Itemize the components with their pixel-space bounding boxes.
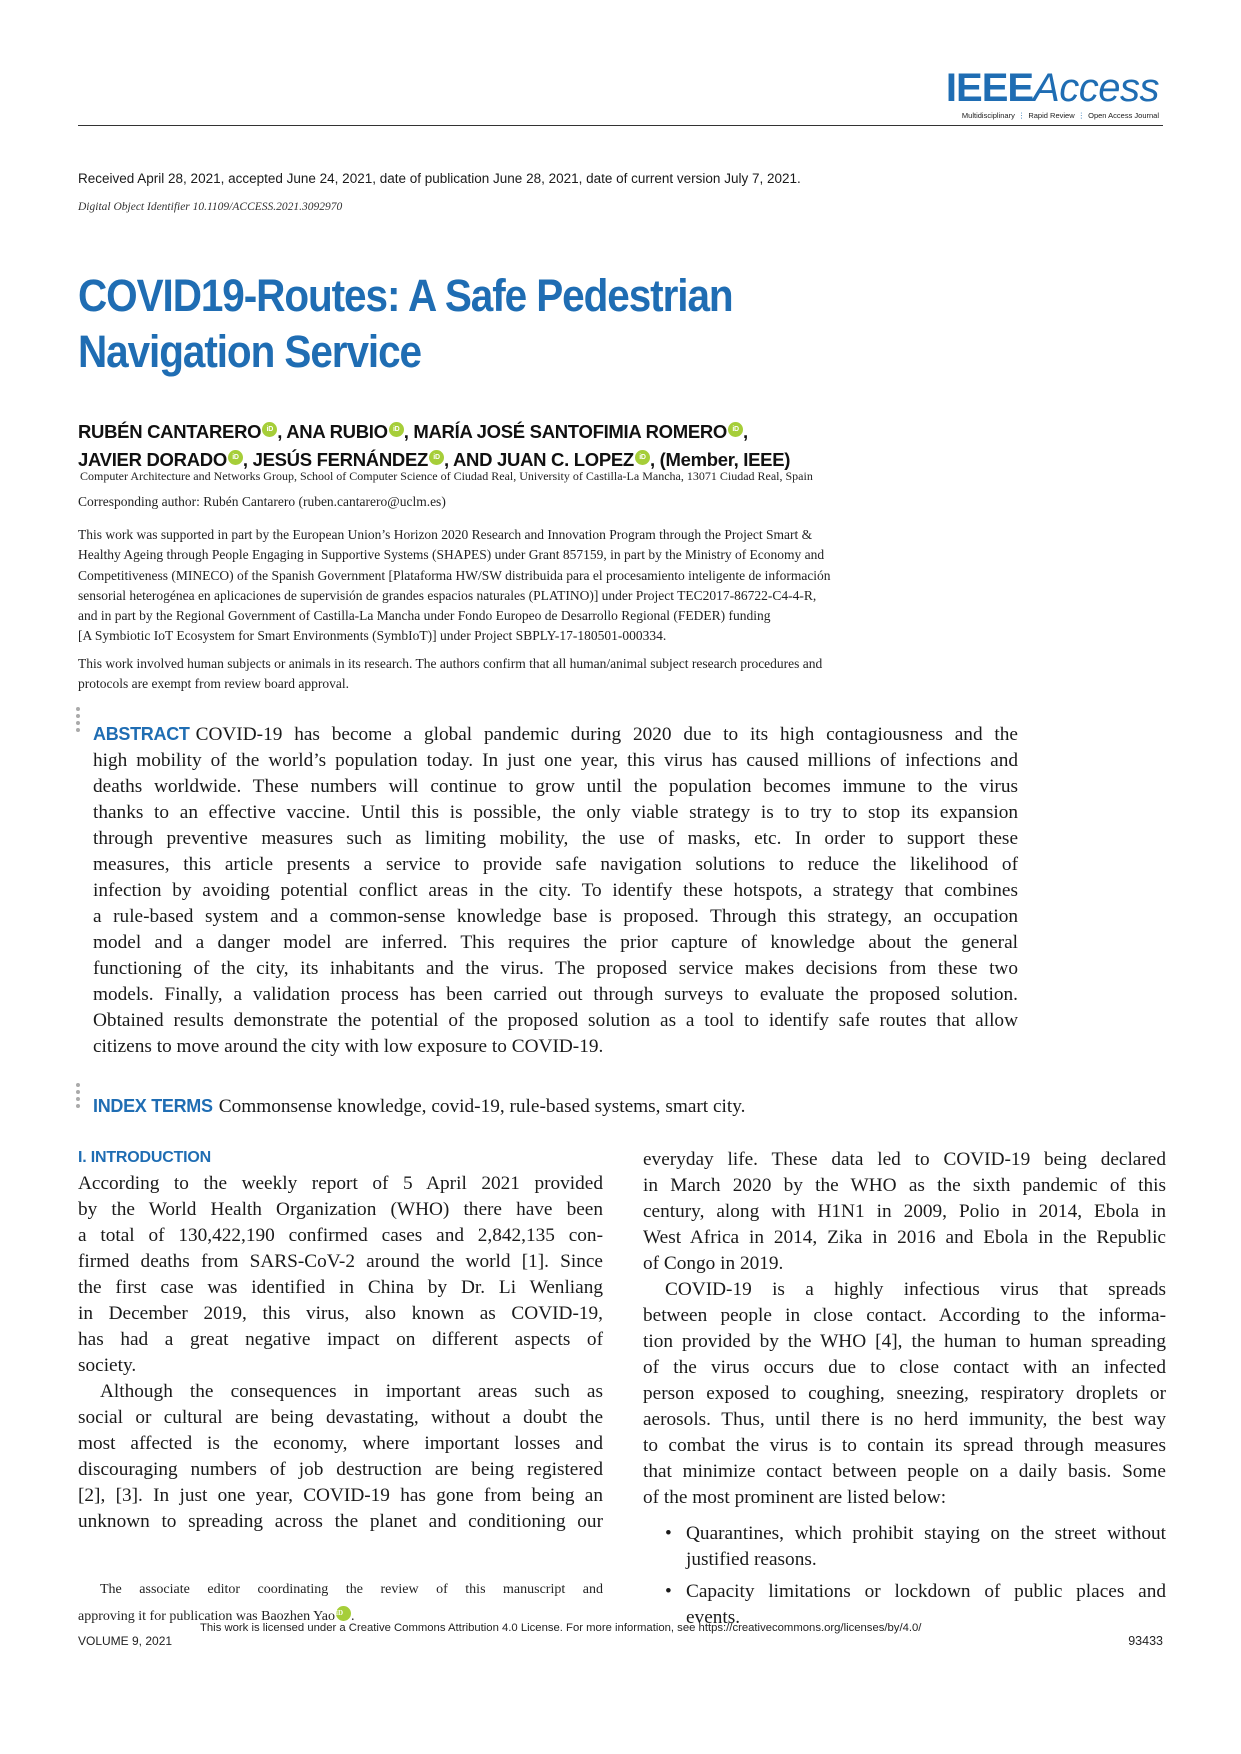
footer-license[interactable]: This work is licensed under a Creative Commons Attribution 4.0 License. For more information, see https://creativecommons.org/licenses/by/4.0/ [200,1622,922,1634]
funding-statement [78,525,1078,647]
intro-paragraph-2 [78,1379,603,1535]
text-line: firmed deaths from SARS-CoV-2 around the world [1]. Since [78,1251,603,1272]
intro-paragraph-4 [643,1277,1166,1511]
author-separator: , [743,421,748,442]
index-terms-label: INDEX TERMS [93,1096,213,1116]
text-line: of Congo in 2019. [643,1253,784,1274]
text-line: person exposed to coughing, sneezing, respiratory droplets or [643,1383,1166,1404]
text-line: between people in close contact. According to the informa- [643,1305,1166,1326]
right-column [643,1147,1166,1631]
author-name: , ANA RUBIO [277,421,388,442]
ethics-line: protocols are exempt from review board approval. [78,676,350,692]
text-line: social or cultural are being devastating, without a doubt the [78,1407,603,1428]
text-line: that minimize contact between people on a daily basis. Some [643,1461,1166,1482]
logo-tagline [939,111,1159,120]
text-line: the first case was identified in China by Dr. Li Wenliang [78,1277,603,1298]
text-line: According to the weekly report of 5 April 2021 provided [78,1173,603,1194]
section-heading-introduction: I. INTRODUCTION [78,1149,211,1166]
text-line: society. [78,1355,137,1376]
orcid-icon[interactable]: iD [228,450,243,465]
abstract-label: ABSTRACT [93,724,190,744]
title-line: COVID19-Routes: A Safe Pedestrian [78,270,733,321]
abstract-line: model and a danger model are inferred. This requires the prior capture of knowledge about the general [93,932,1018,953]
list-item [643,1521,1166,1573]
abstract-line: a rule-based system and a common-sense knowledge base is proposed. Through this strategy, an occupation [93,906,1018,927]
bullet-icon: • [665,1523,672,1544]
author-list [78,418,1028,474]
abstract-line: high mobility of the world’s population today. In just one year, this virus has caused millions of infections and [93,750,1018,771]
orcid-icon[interactable]: iD [429,450,444,465]
funding-line: This work was supported in part by the European Union’s Horizon 2020 Research and Innovation Program through the Project Smart & [78,527,813,542]
author-line-1 [78,418,1028,446]
text-line: to combat the virus is to contain its spread through measures [643,1435,1166,1456]
logo-wordmark [939,68,1159,108]
author-name: , JESÚS FERNÁNDEZ [242,449,428,470]
text-line: of the most prominent are listed below: [643,1487,947,1508]
abstract-text: COVID-19 has become a global pandemic during 2020 due to its high contagiousness and the [195,724,1018,745]
tagline-item: Rapid Review [1028,111,1075,120]
text-line: justified reasons. [686,1549,817,1570]
header-rule [78,125,1163,126]
text-line: Quarantines, which prohibit staying on the street without [686,1523,1166,1544]
ethics-statement [78,654,1078,695]
abstract-line: deaths worldwide. These numbers will continue to grow until the population becomes immune to the virus [93,776,1018,797]
orcid-icon[interactable]: iD [336,1606,351,1621]
funding-line: sensorial heterogénea en aplicaciones de supervisión de grandes espacios naturales (PLATINO)] under Project TEC2017-86722-C4-4-R, [78,587,817,603]
footer-page-number: 93433 [1128,1634,1163,1648]
text-line: in March 2020 by the WHO as the sixth pandemic of this [643,1175,1166,1196]
author-membership: , (Member, IEEE) [649,449,791,470]
orcid-icon[interactable]: iD [262,422,277,437]
abstract [93,721,1018,1060]
abstract-line: through preventive measures such as limiting mobility, the use of masks, etc. In order to support these [93,828,1018,849]
left-column [78,1147,603,1535]
author-name: RUBÉN CANTARERO [78,421,262,442]
measures-list [643,1521,1166,1631]
text-line: COVID-19 is a highly infectious virus that spreads [665,1279,1166,1300]
text-line: everyday life. These data led to COVID-19 being declared [643,1149,1166,1170]
text-line: century, along with H1N1 in 2009, Polio in 2014, Ebola in [643,1201,1166,1222]
text-line: West Africa in 2014, Zika in 2016 and Ebola in the Republic [643,1227,1166,1248]
doi: Digital Object Identifier 10.1109/ACCESS.2021.3092970 [78,201,343,213]
bullet-icon: • [665,1581,672,1602]
author-name: JAVIER DORADO [78,449,227,470]
text-line: Capacity limitations or lockdown of public places and [686,1581,1166,1602]
orcid-icon[interactable]: iD [728,422,743,437]
funding-line: Healthy Ageing through People Engaging in Supportive Systems (SHAPES) under Grant 857159, in part by the Ministry of Economy and [78,547,825,563]
author-name: , AND JUAN C. LOPEZ [444,449,634,470]
abstract-line: measures, this article presents a service to provide safe navigation solutions to reduce the likelihood of [93,854,1018,875]
abstract-line [93,721,1018,748]
logo-ieee: IEEE [945,66,1034,110]
text-line: aerosols. Thus, until there is no herd immunity, the best way [643,1409,1166,1430]
index-terms-text: Commonsense knowledge, covid-19, rule-based systems, smart city. [218,1096,746,1117]
text-line: Although the consequences in important areas such as [100,1381,603,1402]
text-line: events. [686,1607,741,1628]
text-line: has had a great negative impact on different aspects of [78,1329,603,1350]
text-line: discouraging numbers of job destruction are being registered [78,1459,603,1480]
index-terms-marker-dots [76,1083,81,1111]
abstract-line: Obtained results demonstrate the potential of the proposed solution as a tool to identify safe routes that allow [93,1010,1018,1031]
text-line: [2], [3]. In just one year, COVID-19 has gone from being an [78,1485,603,1506]
text-line: by the World Health Organization (WHO) there have been [78,1199,603,1220]
abstract-line: citizens to move around the city with low exposure to COVID-19. [93,1036,604,1057]
logo-access: Access [1033,66,1159,110]
intro-paragraph-3 [643,1147,1166,1277]
received-dates: Received April 28, 2021, accepted June 24, 2021, date of publication June 28, 2021, date of current version July 7, 2021. [78,171,801,186]
ieee-access-logo [939,68,1159,120]
funding-line: and in part by the Regional Government of Castilla-La Mancha under Fondo Europeo de Desarrollo Regional (FEDER) funding [78,608,771,624]
footnote-line: approving it for publication was Baozhen YaoiD . [78,1603,603,1630]
tagline-separator: ⋮ [1077,111,1086,120]
footnote-text: approving it for publication was Baozhen Yao [78,1609,336,1624]
footnote-line: The associate editor coordinating the review of this manuscript and [100,1582,603,1597]
tagline-item: Open Access Journal [1088,111,1159,120]
orcid-icon[interactable]: iD [389,422,404,437]
corresponding-author: Corresponding author: Rubén Cantarero (ruben.cantarero@uclm.es) [78,494,446,509]
funding-line: [A Symbiotic IoT Ecosystem for Smart Environments (SymbIoT)] under Project SBPLY-17-180501-000334. [78,628,667,644]
text-line: most affected is the economy, where important losses and [78,1433,603,1454]
text-line: in December 2019, this virus, also known as COVID-19, [78,1303,603,1324]
abstract-line: thanks to an effective vaccine. Until this is possible, the only viable strategy is to try to stop its expansion [93,802,1018,823]
intro-paragraph-1 [78,1171,603,1379]
index-terms [93,1096,745,1118]
abstract-line: infection by avoiding potential conflict areas in the city. To identify these hotspots, a strategy that combines [93,880,1018,901]
orcid-icon[interactable]: iD [635,450,650,465]
footer-volume: VOLUME 9, 2021 [78,1634,173,1648]
ethics-line: This work involved human subjects or animals in its research. The authors confirm that all human/animal subject research procedures and [78,656,823,671]
affiliation: Computer Architecture and Networks Group, School of Computer Science of Ciudad Real, University of Castilla-La Mancha, 13071 Ciudad Real, Spain [80,469,813,483]
text-line: tion provided by the WHO [4], the human to human spreading [643,1331,1166,1352]
abstract-marker-dots [76,707,81,735]
funding-line: Competitiveness (MINECO) of the Spanish Government [Plataforma HW/SW distribuida para el procesamiento inteligente de información [78,567,831,583]
tagline-separator: ⋮ [1017,111,1026,120]
abstract-line: functioning of the city, its inhabitants and the virus. The proposed service makes decisions from these two [93,958,1018,979]
author-name: , MARÍA JOSÉ SANTOFIMIA ROMERO [403,421,728,442]
text-line: a total of 130,422,190 confirmed cases and 2,842,135 con- [78,1225,603,1246]
paper-title [78,268,888,380]
text-line: unknown to spreading across the planet and conditioning our [78,1511,603,1532]
text-line: of the virus occurs due to close contact with an infected [643,1357,1166,1378]
title-line: Navigation Service [78,326,421,377]
tagline-item: Multidisciplinary [961,111,1015,120]
abstract-line: models. Finally, a validation process has been carried out through surveys to evaluate the proposed solution. [93,984,1018,1005]
